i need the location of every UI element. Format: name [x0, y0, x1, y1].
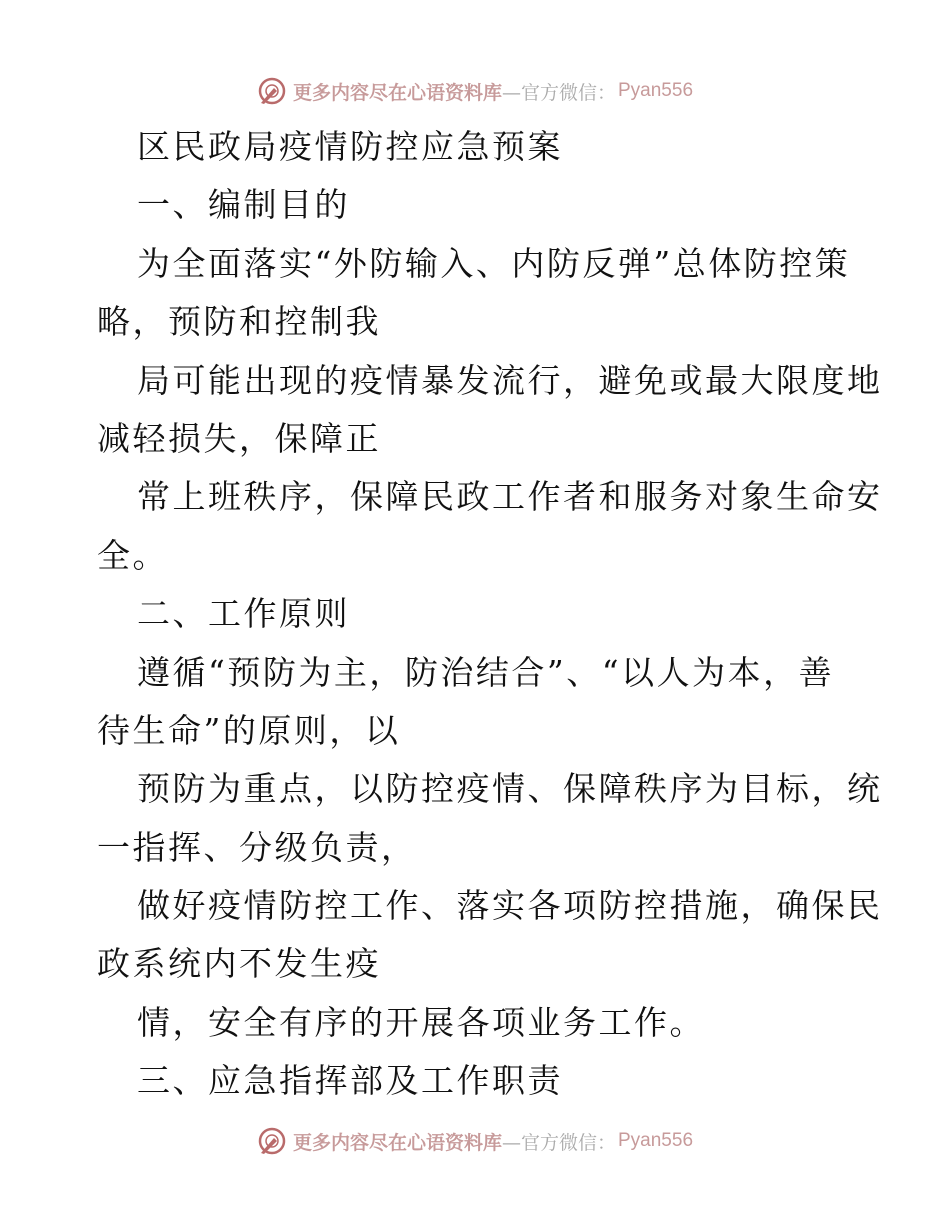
- banner-separator-text: —官方微信：: [501, 1131, 616, 1154]
- banner-wechat-id: Pyan556: [618, 1130, 694, 1151]
- document-line: 政系统内不发生疫: [97, 944, 381, 984]
- header-banner: [0, 71, 950, 111]
- document-line: 略，预防和控制我: [97, 302, 381, 342]
- document-line: 预防为重点，以防控疫情、保障秩序为目标，统: [137, 769, 883, 809]
- footer-banner: [0, 1121, 950, 1161]
- document-line: 情，安全有序的开展各项业务工作。: [137, 1002, 705, 1042]
- document-line: 为全面落实“外防输入、内防反弹”总体防控策: [137, 243, 851, 283]
- banner-separator-text: —官方微信：: [501, 81, 616, 104]
- pen-circle-icon: [257, 1126, 287, 1156]
- document-line: 一指挥、分级负责，: [97, 827, 417, 867]
- document-line: 遵循“预防为主，防治结合”、“以人为本，善: [137, 652, 835, 692]
- document-line: 局可能出现的疫情暴发流行，避免或最大限度地: [137, 360, 883, 400]
- document-line: 减轻损失，保障正: [97, 418, 381, 458]
- pen-circle-icon: [257, 76, 287, 106]
- banner-brand-text: 更多内容尽在心语资料库: [292, 1131, 502, 1154]
- document-body: [97, 118, 883, 1111]
- document-line: 全。: [97, 535, 168, 575]
- document-line: 三、应急指挥部及工作职责: [137, 1061, 563, 1101]
- document-line: 做好疫情防控工作、落实各项防控措施，确保民: [137, 886, 883, 926]
- banner-brand-text: 更多内容尽在心语资料库: [292, 81, 502, 104]
- document-line: 待生命”的原则，以: [97, 710, 401, 750]
- banner-wechat-id: Pyan556: [618, 80, 694, 101]
- document-line: 二、工作原则: [137, 594, 350, 634]
- document-line: 区民政局疫情防控应急预案: [137, 127, 563, 166]
- document-line: 常上班秩序，保障民政工作者和服务对象生命安: [137, 477, 883, 517]
- document-line: 一、编制目的: [137, 185, 350, 225]
